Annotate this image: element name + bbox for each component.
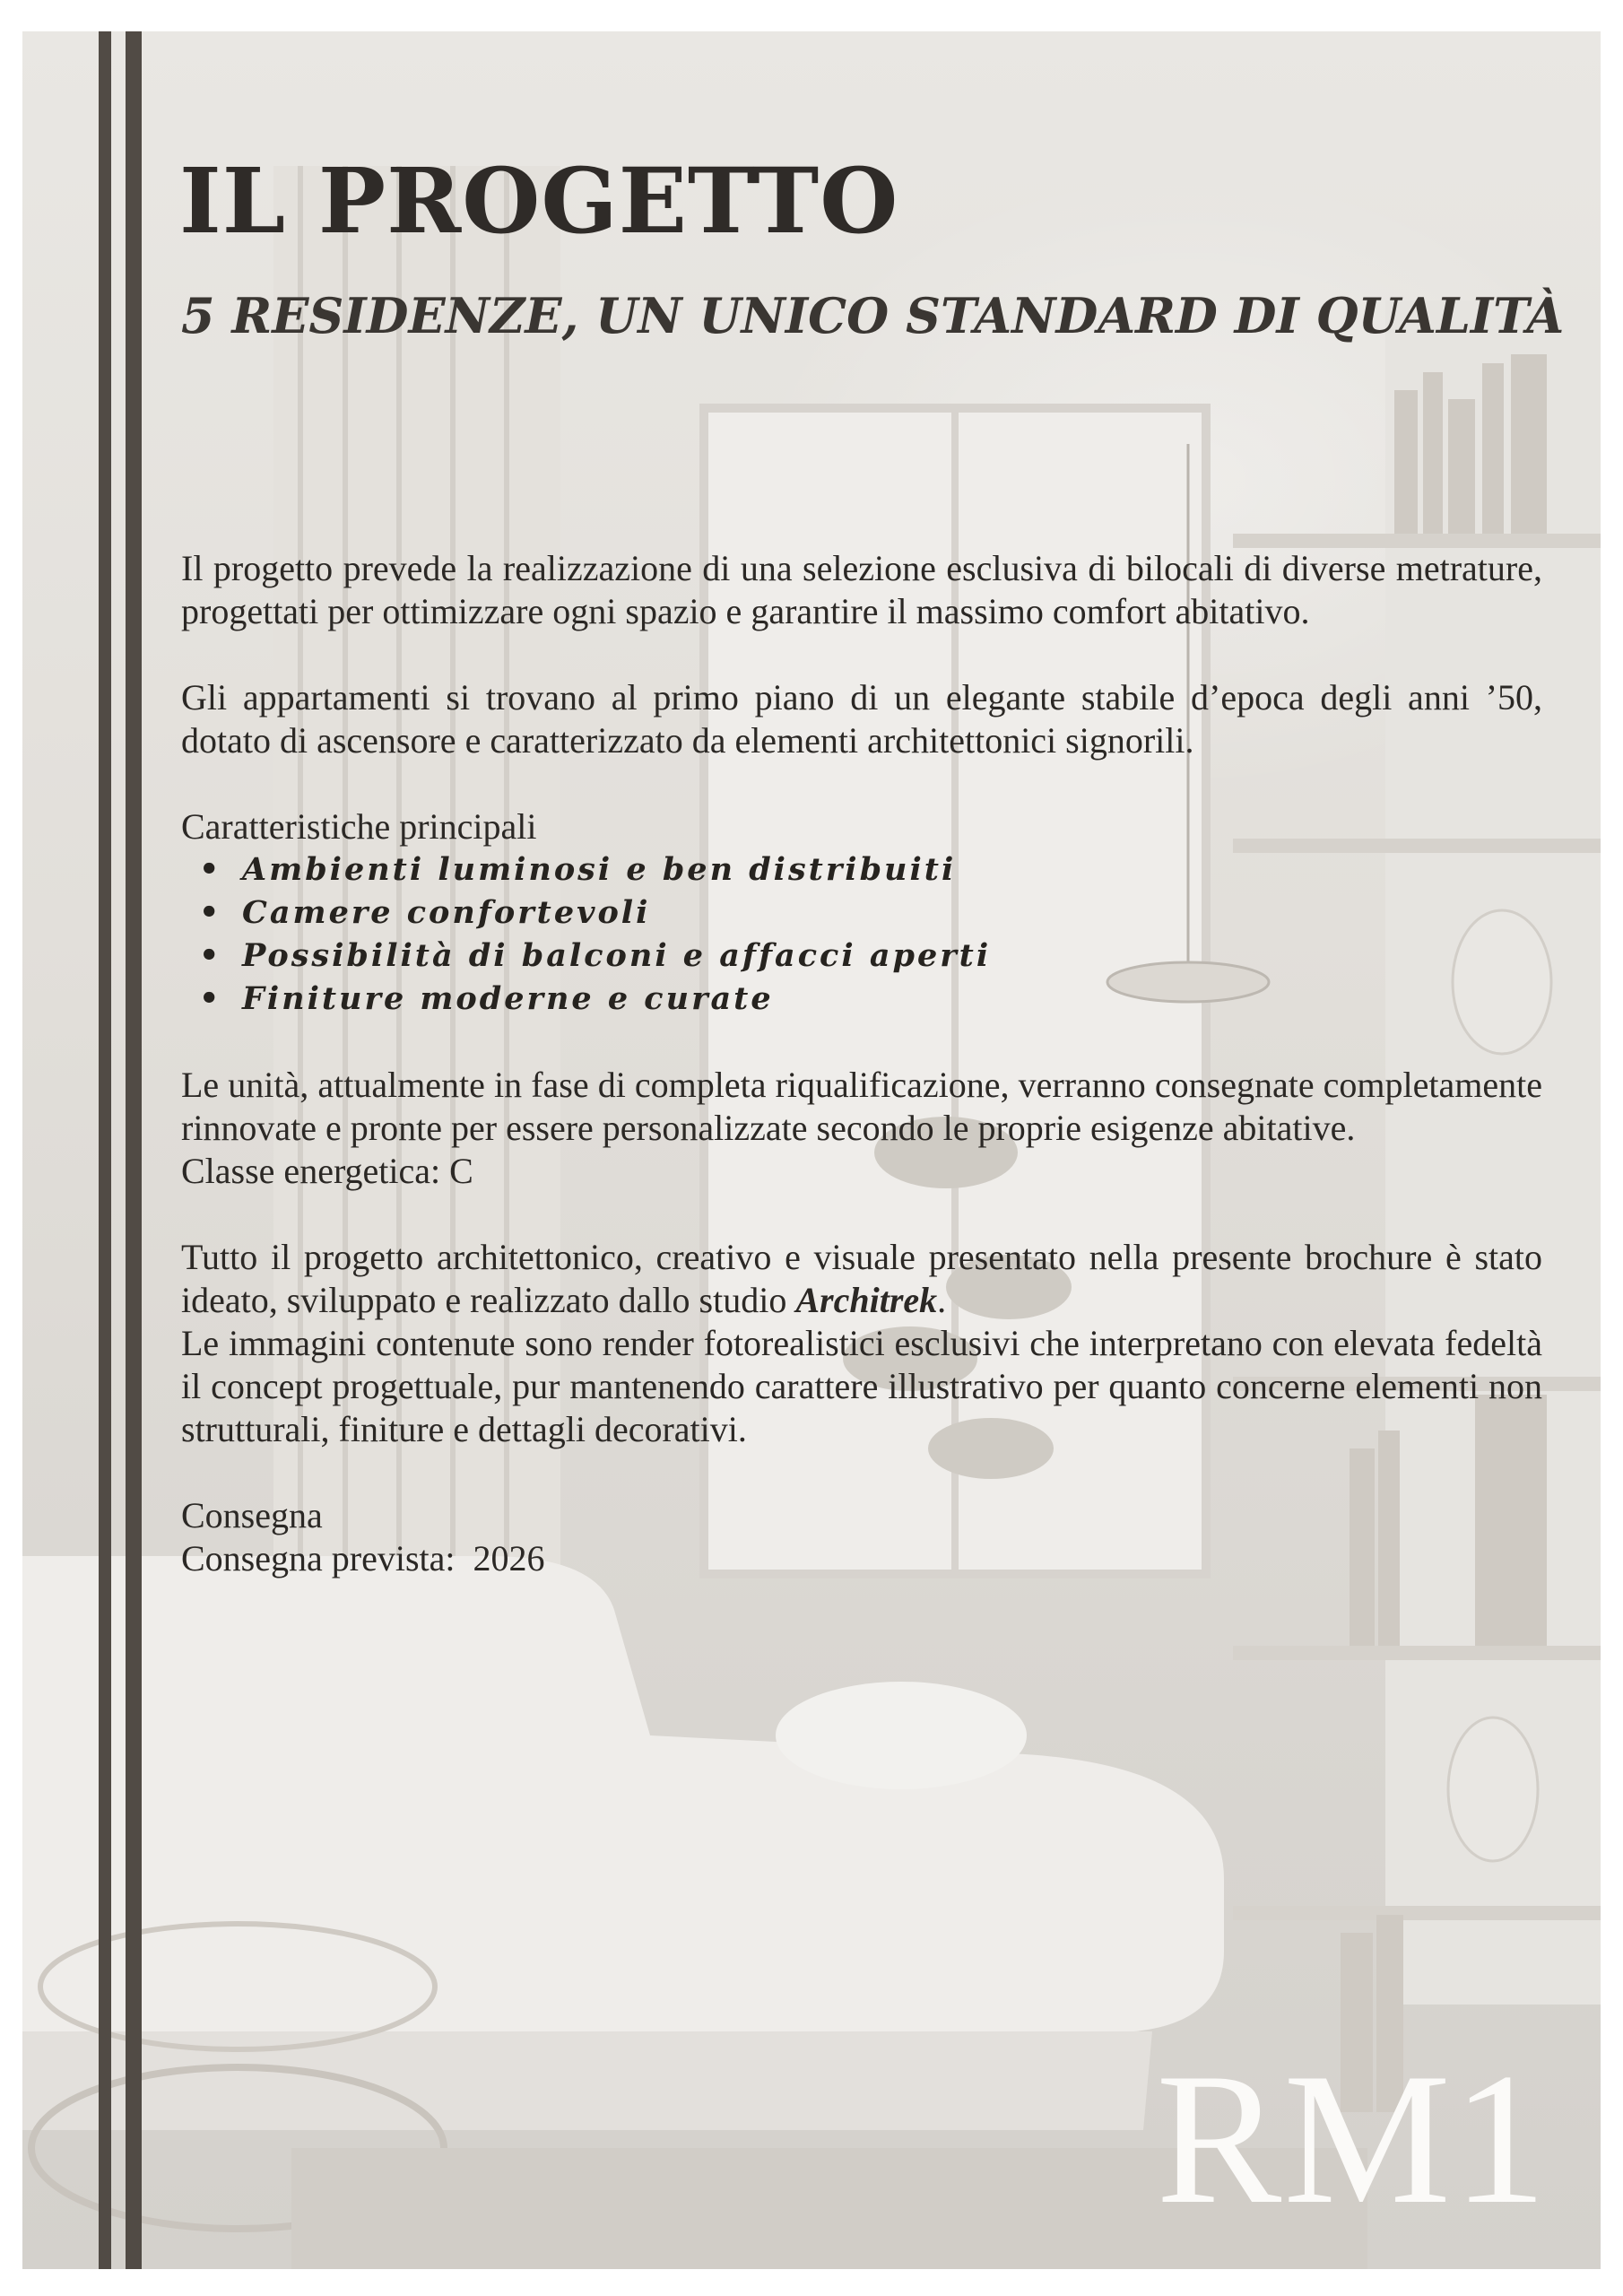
bullet-icon: • <box>199 980 222 1017</box>
delivery-heading: Consegna <box>181 1495 323 1535</box>
studio-name: Architrek <box>795 1280 938 1320</box>
body-text <box>181 547 1542 1580</box>
bullet-icon: • <box>199 894 222 931</box>
bullet-icon: • <box>199 851 222 888</box>
page-title: IL PROGETTO <box>179 148 899 254</box>
decorative-stripe <box>99 31 111 2269</box>
features-list <box>181 848 1542 1021</box>
credits-paragraph: Tutto il progetto architettonico, creativo e visuale presentato nella presente brochure è stato ideato, sviluppato e realizzato dallo studio Architrek. <box>181 1237 1542 1320</box>
intro-paragraph-1: Il progetto prevede la realizzazione di una selezione esclusiva di bilocali di diverse metrature, progettati per ottimizzare ogni spazio e garantire il massimo comfort abitativo. <box>181 548 1542 631</box>
energy-class: Classe energetica: C <box>181 1151 473 1191</box>
intro-paragraph-2: Gli appartamenti si trovano al primo piano di un elegante stabile d’epoca degli anni ’50, dotato di ascensore e caratterizzato da elementi architettonici signorili. <box>181 677 1542 761</box>
list-item: • Camere confortevoli <box>199 891 1542 935</box>
images-note-paragraph: Le immagini contenute sono render fotorealistici esclusivi che interpretano con elevata fedeltà il concept progettuale, pur mantenendo carattere illustrativo per quanto concerne elementi non strutturali, finiture e dettagli decorativi. <box>181 1323 1542 1449</box>
list-item: • Ambienti luminosi e ben distribuiti <box>199 848 1542 891</box>
brochure-page <box>22 31 1601 2269</box>
features-heading: Caratteristiche principali <box>181 806 537 847</box>
bullet-icon: • <box>199 937 222 974</box>
list-item: • Finiture moderne e curate <box>199 978 1542 1021</box>
units-paragraph: Le unità, attualmente in fase di completa riqualificazione, verranno consegnate completamente rinnovate e pronte per essere personalizzate secondo le proprie esigenze abitative. <box>181 1065 1542 1148</box>
list-item: • Possibilità di balconi e affacci aperti <box>199 935 1542 978</box>
decorative-stripe <box>126 31 142 2269</box>
delivery-date: Consegna prevista: 2026 <box>181 1538 545 1578</box>
page-subtitle: 5 RESIDENZE, UN UNICO STANDARD DI QUALITÀ <box>181 287 1565 344</box>
rm1-logo: RM1 <box>1156 2035 1549 2243</box>
